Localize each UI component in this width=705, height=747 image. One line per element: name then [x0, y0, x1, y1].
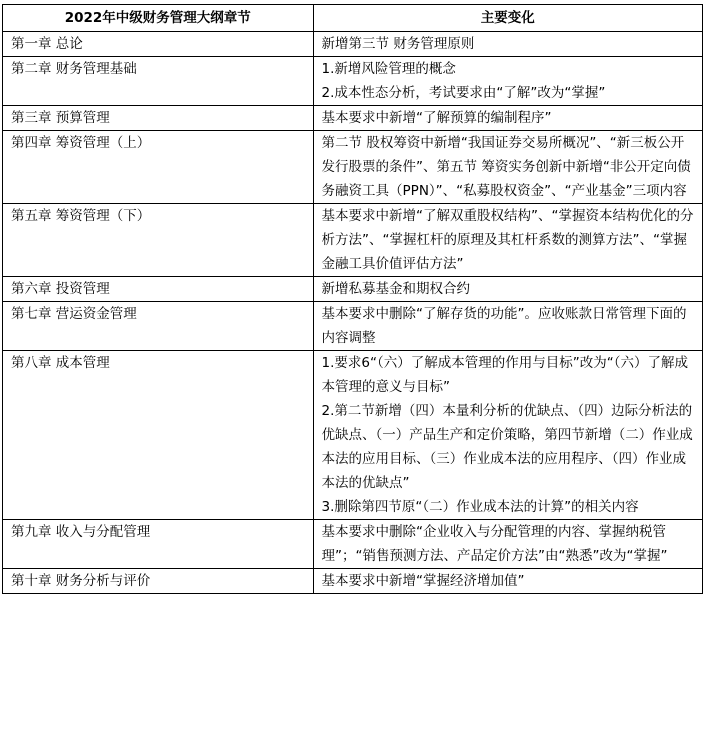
chapter-cell: 第四章 筹资管理（上）: [3, 131, 314, 204]
changes-cell: [313, 204, 702, 277]
chapter-cell: 第六章 投资管理: [3, 277, 314, 302]
change-line: 基本要求中新增“了解预算的编制程序”: [321, 110, 552, 126]
syllabus-changes-table: [2, 4, 703, 594]
change-line: 新增第三节 财务管理原则: [321, 36, 475, 52]
change-line: 2.第二节新增（四）本量利分析的优缺点、（四）边际分析法的优缺点、（一）产品生产和定价策略，第四节新增（二）作业成本法的应用目标、（三）作业成本法的应用程序、（四）作业成本法的优缺点”: [321, 403, 693, 491]
changes-cell: [313, 569, 702, 594]
change-line: 基本要求中新增“了解双重股权结构”、“掌握资本结构优化的分析方法”、“掌握杠杆的原理及其杠杆系数的测算方法”、“掌握金融工具价值评估方法”: [321, 208, 694, 272]
chapter-cell: 第八章 成本管理: [3, 351, 314, 520]
chapter-cell: 第二章 财务管理基础: [3, 57, 314, 106]
change-line: 1.新增风险管理的概念: [321, 61, 456, 77]
table-row: [3, 204, 703, 277]
table-row: [3, 32, 703, 57]
table-row: [3, 351, 703, 520]
changes-cell: [313, 520, 702, 569]
header-row: [3, 5, 703, 32]
table-row: [3, 302, 703, 351]
table-row: [3, 57, 703, 106]
chapter-cell: 第十章 财务分析与评价: [3, 569, 314, 594]
table-body: [3, 32, 703, 594]
changes-cell: [313, 32, 702, 57]
table-row: [3, 569, 703, 594]
header-changes: 主要变化: [313, 5, 702, 32]
change-line: 3.删除第四节原“（二）作业成本法的计算”的相关内容: [321, 499, 639, 515]
changes-cell: [313, 57, 702, 106]
changes-cell: [313, 131, 702, 204]
change-line: 新增私募基金和期权合约: [321, 281, 471, 297]
changes-cell: [313, 277, 702, 302]
chapter-cell: 第三章 预算管理: [3, 106, 314, 131]
change-line: 2.成本性态分析，考试要求由“了解”改为“掌握”: [321, 85, 606, 101]
chapter-cell: 第九章 收入与分配管理: [3, 520, 314, 569]
change-line: 基本要求中删除“了解存货的功能”。应收账款日常管理下面的内容调整: [321, 306, 687, 346]
header-chapter: 2022年中级财务管理大纲章节: [3, 5, 314, 32]
table-row: [3, 106, 703, 131]
table-row: [3, 277, 703, 302]
change-line: 第二节 股权筹资中新增“我国证券交易所概况”、“新三板公开发行股票的条件”、第五节 筹资实务创新中新增“非公开定向债务融资工具（PPN）”、“私募股权资金”、“产业基金”三项内容: [321, 135, 691, 199]
changes-cell: [313, 302, 702, 351]
chapter-cell: 第一章 总论: [3, 32, 314, 57]
change-line: 基本要求中删除“企业收入与分配管理的内容、掌握纳税管理”；“销售预测方法、产品定价方法”由“熟悉”改为“掌握”: [321, 524, 668, 564]
chapter-cell: 第五章 筹资管理（下）: [3, 204, 314, 277]
table-row: [3, 520, 703, 569]
chapter-cell: 第七章 营运资金管理: [3, 302, 314, 351]
change-line: 1.要求6“（六）了解成本管理的作用与目标”改为“（六）了解成本管理的意义与目标”: [321, 355, 688, 395]
table-header: [3, 5, 703, 32]
change-line: 基本要求中新增“掌握经济增加值”: [321, 573, 525, 589]
table-row: [3, 131, 703, 204]
changes-cell: [313, 106, 702, 131]
changes-cell: [313, 351, 702, 520]
